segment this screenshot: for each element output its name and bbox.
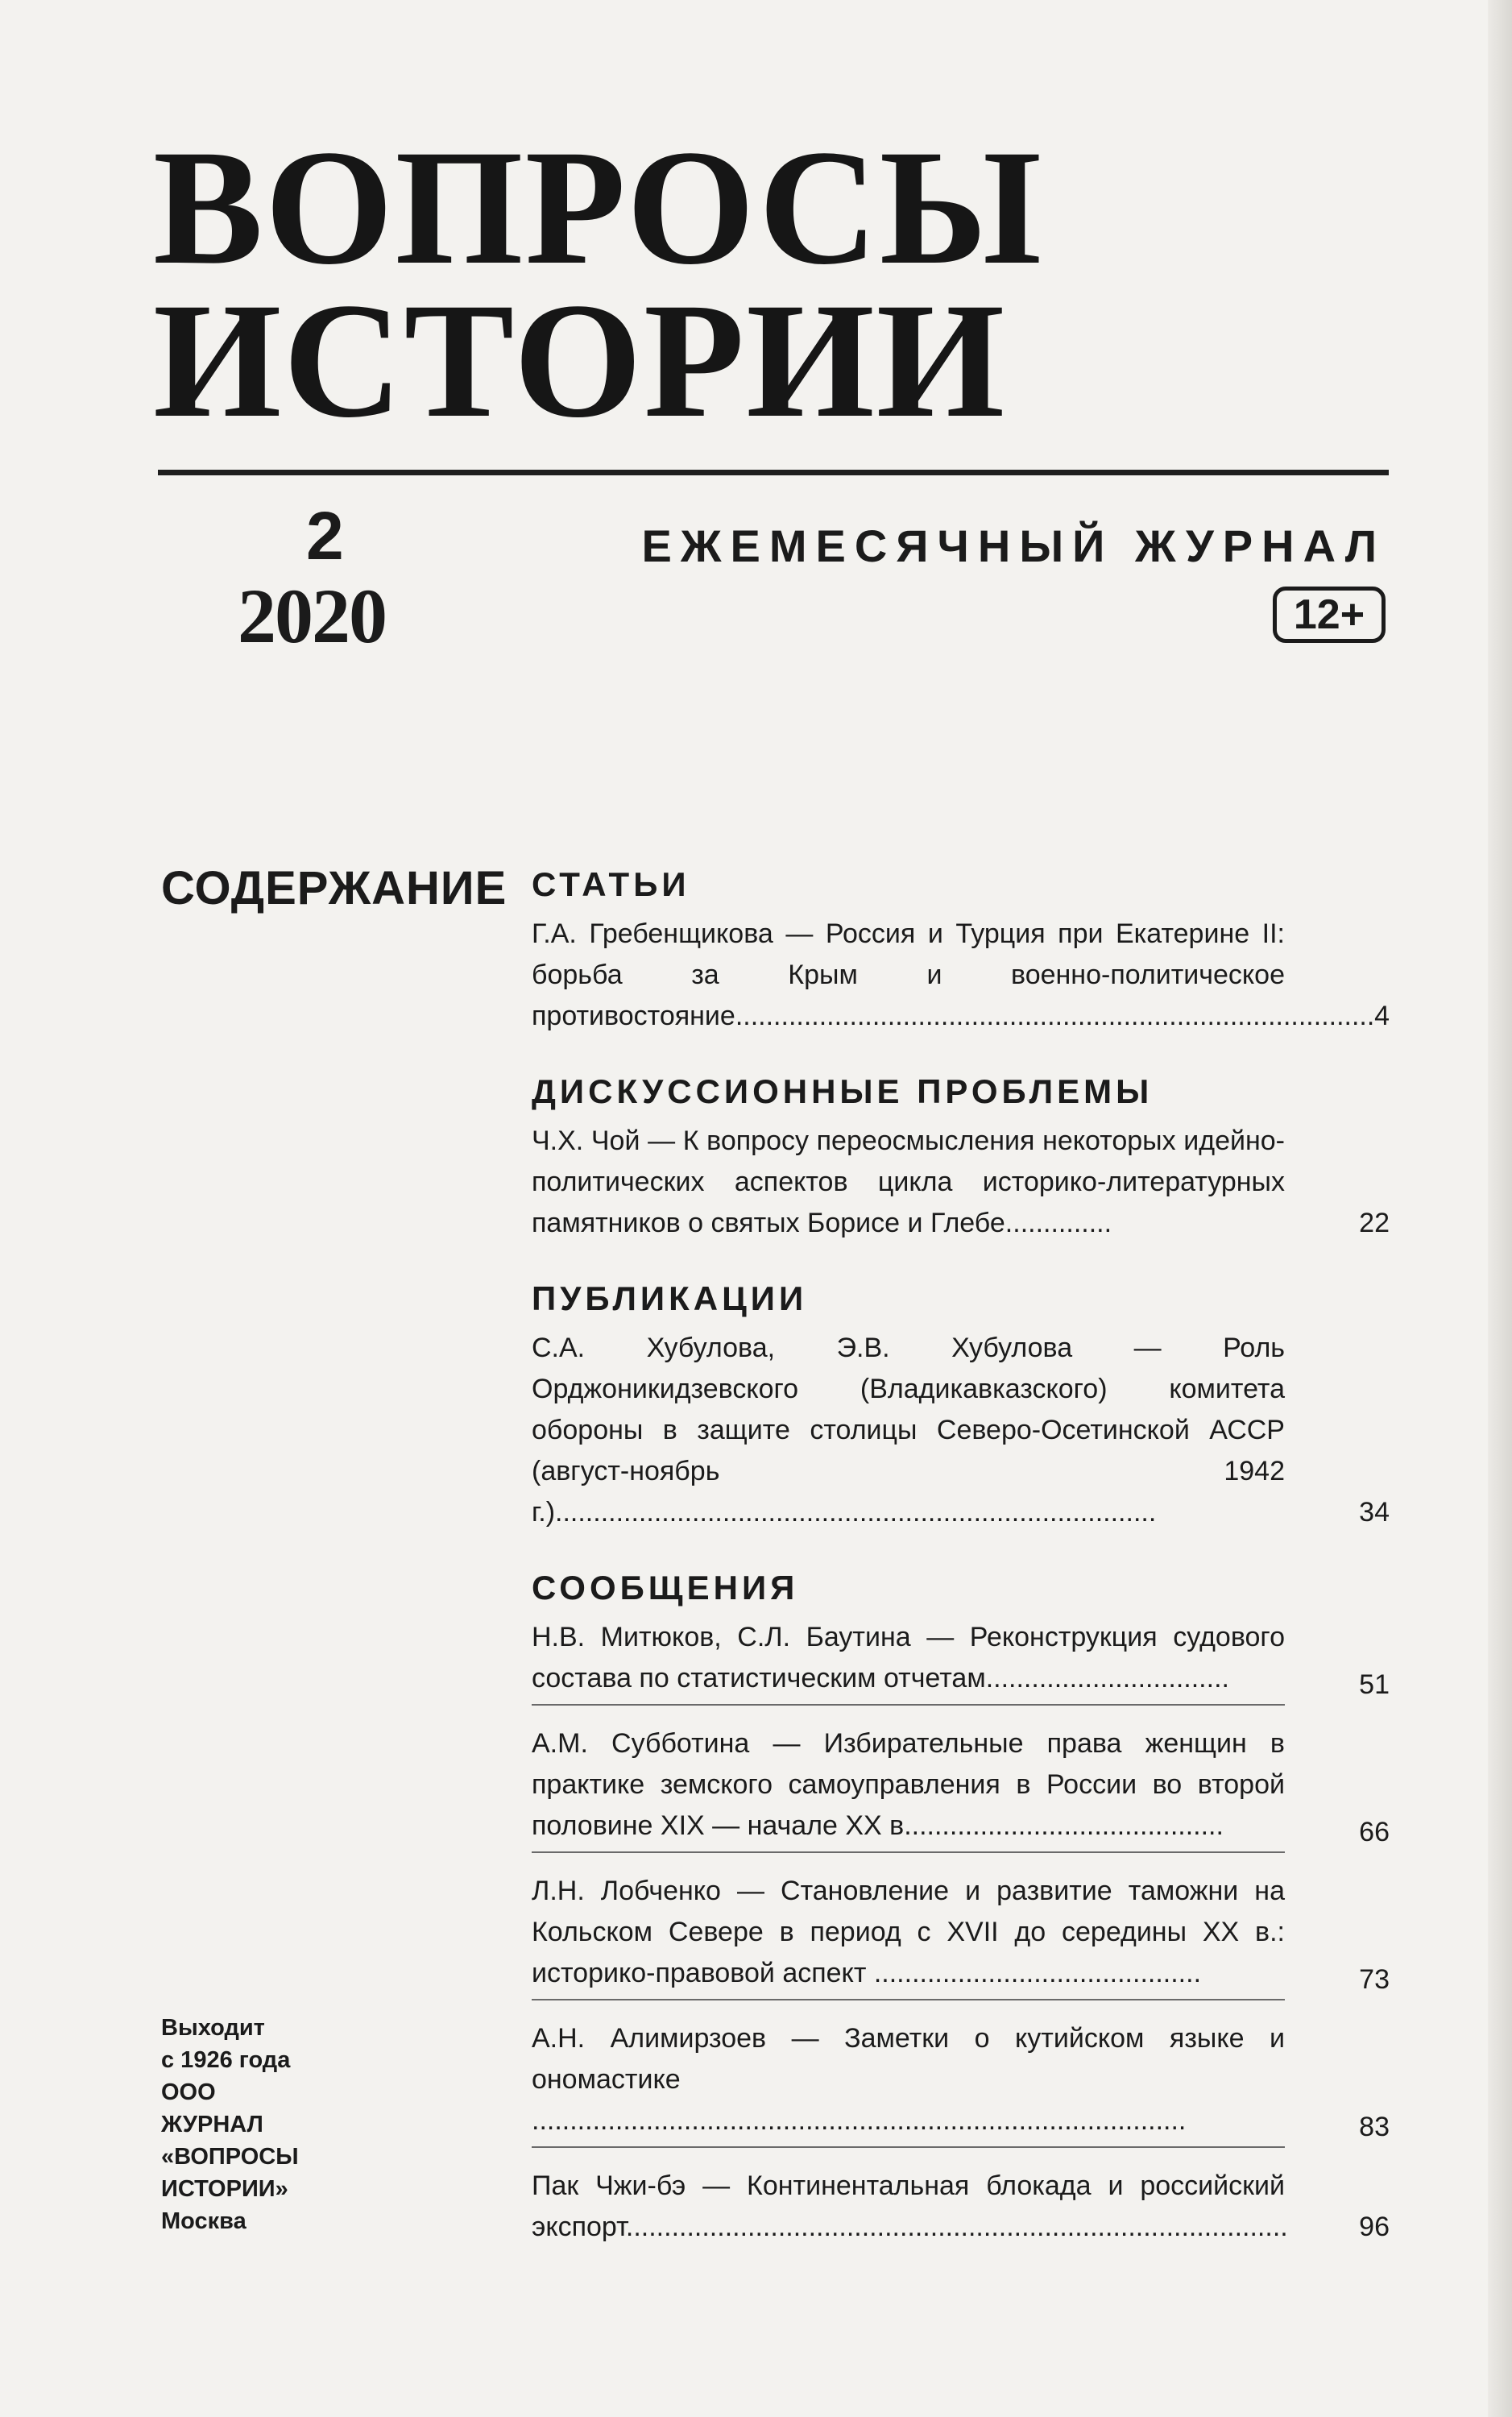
issue-year: 2020 <box>238 573 386 659</box>
toc-entry-page: 73 <box>1359 1964 1390 1995</box>
toc-entry[interactable] <box>532 1617 1390 1706</box>
toc-entry-text: Ч.Х. Чой — К вопросу переосмысления некоторых идейно-политических аспектов цикла историко-литературных памятников о святых Борисе и Глебе.............. <box>532 1126 1285 1238</box>
imprint-line: Выходит <box>161 2015 265 2041</box>
section-title: ДИСКУССИОННЫЕ ПРОБЛЕМЫ <box>532 1072 1154 1110</box>
toc-entry-text: Л.Н. Лобченко — Становление и развитие таможни на Кольском Севере в период с XVII до середины XX в.: историко-правовой аспект ........................................... <box>532 1876 1285 1988</box>
imprint-line: ООО <box>161 2079 216 2105</box>
toc-entry-page: 66 <box>1359 1817 1390 1847</box>
toc-section-articles <box>532 862 1390 1037</box>
entry-divider <box>532 2146 1285 2148</box>
imprint-line: ИСТОРИИ» <box>161 2176 288 2202</box>
toc-entry-page: 22 <box>1359 1208 1390 1238</box>
publisher-imprint <box>161 2012 322 2237</box>
toc-entry-text: А.Н. Алимирзоев — Заметки о кутийском языке и ономастике ...................................................................................... <box>532 2023 1285 2136</box>
toc-entry-text: С.А. Хубулова, Э.В. Хубулова — Роль Орджоникидзевского (Владикавказского) комитета обороны в защите столицы Северо-Осетинской АССР (август-ноябрь 1942 г.)............................................................................... <box>532 1333 1285 1528</box>
toc-entry[interactable] <box>532 914 1390 1037</box>
toc-section-reports <box>532 1565 1390 2248</box>
masthead-divider <box>158 470 1389 475</box>
toc-entry-page: 96 <box>1359 2212 1390 2242</box>
contents-heading: СОДЕРЖАНИЕ <box>161 862 507 914</box>
section-title: СТАТЬИ <box>532 865 690 903</box>
section-title: СООБЩЕНИЯ <box>532 1569 799 1606</box>
journal-title-line-2: ИСТОРИИ <box>153 269 1007 452</box>
age-rating-badge: 12+ <box>1273 587 1386 643</box>
page-edge <box>1488 0 1512 2417</box>
toc-entry-page: 51 <box>1359 1669 1390 1700</box>
toc-entry[interactable] <box>532 2166 1390 2248</box>
toc-entry-page: 83 <box>1359 2112 1390 2142</box>
entry-divider <box>532 1704 1285 1706</box>
toc-entry[interactable] <box>532 1121 1390 1244</box>
journal-title-line-1: ВОПРОСЫ <box>153 116 1043 299</box>
entry-divider <box>532 1851 1285 1853</box>
imprint-line: ЖУРНАЛ <box>161 2112 263 2137</box>
toc-entry[interactable] <box>532 1723 1390 1853</box>
journal-subtitle: ЕЖЕМЕСЯЧНЫЙ ЖУРНАЛ <box>641 520 1386 571</box>
imprint-line: с 1926 года <box>161 2047 291 2073</box>
toc-entry-page: 34 <box>1359 1497 1390 1528</box>
toc-entry-page: 4 <box>1374 1001 1390 1031</box>
imprint-line: Москва <box>161 2208 246 2234</box>
imprint-line: «ВОПРОСЫ <box>161 2144 299 2170</box>
toc-section-discussion <box>532 1069 1390 1244</box>
toc-entry-text: Г.А. Гребенщикова — Россия и Турция при Екатерине II: борьба за Крым и военно-политическое противостояние.................................................................................... <box>532 918 1375 1031</box>
toc-entry-text: Н.В. Митюков, С.Л. Баутина — Реконструкция судового состава по статистическим отчетам................................ <box>532 1622 1285 1694</box>
toc-section-publications <box>532 1276 1390 1533</box>
entry-divider <box>532 1999 1285 2000</box>
toc-entry-text: А.М. Субботина — Избирательные права женщин в практике земского самоуправления в России во второй половине XIX — начале XX в.......................................... <box>532 1728 1285 1841</box>
toc-entry[interactable] <box>532 1328 1390 1533</box>
table-of-contents <box>532 862 1390 2280</box>
toc-entry[interactable] <box>532 1871 1390 2000</box>
toc-entry-text: Пак Чжи-бэ — Континентальная блокада и российский экспорт....................................................................................... <box>532 2170 1288 2242</box>
section-title: ПУБЛИКАЦИИ <box>532 1279 808 1317</box>
issue-number: 2 <box>306 498 344 574</box>
toc-entry[interactable] <box>532 2018 1390 2148</box>
